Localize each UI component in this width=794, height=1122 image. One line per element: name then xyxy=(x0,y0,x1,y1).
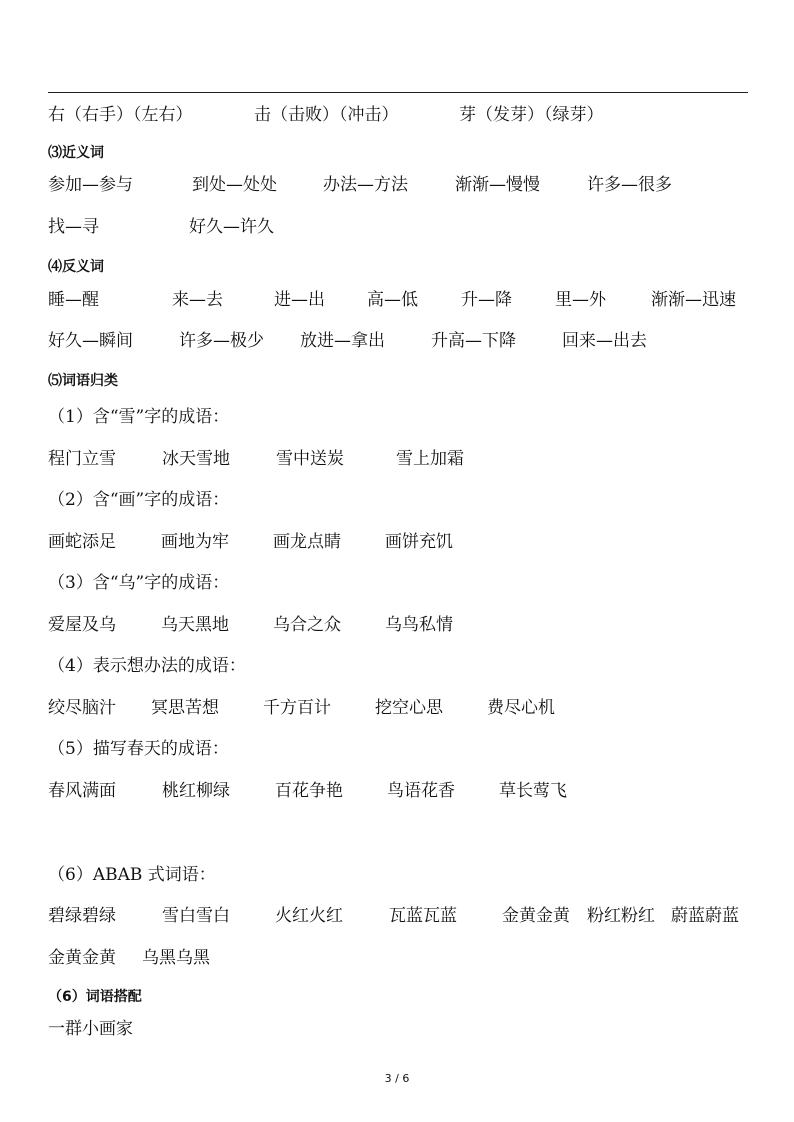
idiom: 爱屋及乌 xyxy=(48,615,116,635)
idiom: 雪上加霜 xyxy=(396,449,464,469)
antonym-pair: 里—外 xyxy=(555,290,606,310)
abab-word: 金黄金黄 xyxy=(502,906,570,926)
antonym-pair: 来—去 xyxy=(172,290,223,310)
idiom: 雪中送炭 xyxy=(276,449,344,469)
antonym-pair: 升—降 xyxy=(461,290,512,310)
idiom: 草长莺飞 xyxy=(499,781,567,801)
polyphone-item: 芽（发芽）（绿芽） xyxy=(459,105,604,125)
antonym-pair: 升高—下降 xyxy=(431,331,516,351)
idiom: 百花争艳 xyxy=(275,781,343,801)
abab-word: 金黄金黄 xyxy=(48,948,116,968)
idiom: 乌天黑地 xyxy=(161,615,229,635)
idiom: 冥思苦想 xyxy=(151,698,219,718)
section-heading-antonyms: ⑷反义词 xyxy=(48,259,104,275)
antonym-pair: 放进—拿出 xyxy=(300,331,385,351)
section-heading-classification: ⑸词语归类 xyxy=(48,373,118,389)
synonym-pair: 参加—参与 xyxy=(48,175,133,195)
group-title: （4）表示想办法的成语： xyxy=(48,656,246,676)
section-heading-collocation: （6）词语搭配 xyxy=(48,989,142,1005)
abab-word: 粉红粉红 xyxy=(587,906,655,926)
idiom: 画龙点睛 xyxy=(273,532,341,552)
polyphone-item: 右（右手）（左右） xyxy=(48,105,193,125)
synonym-pair: 许多—很多 xyxy=(587,175,672,195)
idiom: 桃红柳绿 xyxy=(162,781,230,801)
synonym-pair: 好久—许久 xyxy=(189,217,274,237)
collocation-item: 一群小画家 xyxy=(48,1019,133,1039)
synonym-pair: 到处—处处 xyxy=(192,175,277,195)
synonym-pair: 渐渐—慢慢 xyxy=(455,175,540,195)
idiom: 鸟语花香 xyxy=(387,781,455,801)
top-rule xyxy=(48,92,748,93)
idiom: 画蛇添足 xyxy=(48,532,116,552)
idiom: 冰天雪地 xyxy=(162,449,230,469)
polyphone-item: 击（击败）（冲击） xyxy=(254,105,399,125)
antonym-pair: 高—低 xyxy=(367,290,418,310)
group-title: （5）描写春天的成语： xyxy=(48,739,229,759)
idiom: 春风满面 xyxy=(48,781,116,801)
antonym-pair: 睡—醒 xyxy=(48,290,99,310)
group-title: （1）含“雪”字的成语： xyxy=(48,407,230,427)
idiom: 画饼充饥 xyxy=(385,532,453,552)
synonym-pair: 找—寻 xyxy=(48,217,99,237)
group-title: （3）含“乌”字的成语： xyxy=(48,573,230,593)
section-heading-synonyms: ⑶近义词 xyxy=(48,145,104,161)
abab-word: 雪白雪白 xyxy=(162,906,230,926)
idiom: 画地为牢 xyxy=(161,532,229,552)
antonym-pair: 渐渐—迅速 xyxy=(651,290,736,310)
group-title: （2）含“画”字的成语： xyxy=(48,490,230,510)
abab-word: 瓦蓝瓦蓝 xyxy=(389,906,457,926)
idiom: 程门立雪 xyxy=(48,449,116,469)
page-number: 3 / 6 xyxy=(384,1072,410,1085)
abab-word: 碧绿碧绿 xyxy=(48,906,116,926)
abab-word: 乌黑乌黑 xyxy=(142,948,210,968)
idiom: 挖空心思 xyxy=(375,698,443,718)
idiom: 乌鸟私情 xyxy=(385,615,453,635)
abab-word: 火红火红 xyxy=(275,906,343,926)
idiom: 费尽心机 xyxy=(487,698,555,718)
antonym-pair: 许多—极少 xyxy=(179,331,264,351)
antonym-pair: 回来—出去 xyxy=(562,331,647,351)
antonym-pair: 进—出 xyxy=(274,290,325,310)
idiom: 乌合之众 xyxy=(273,615,341,635)
idiom: 千方百计 xyxy=(263,698,331,718)
synonym-pair: 办法—方法 xyxy=(323,175,408,195)
group-title-abab: （6）ABAB 式词语： xyxy=(48,865,216,885)
antonym-pair: 好久—瞬间 xyxy=(48,331,133,351)
idiom: 绞尽脑汁 xyxy=(48,698,116,718)
abab-word: 蔚蓝蔚蓝 xyxy=(671,906,739,926)
